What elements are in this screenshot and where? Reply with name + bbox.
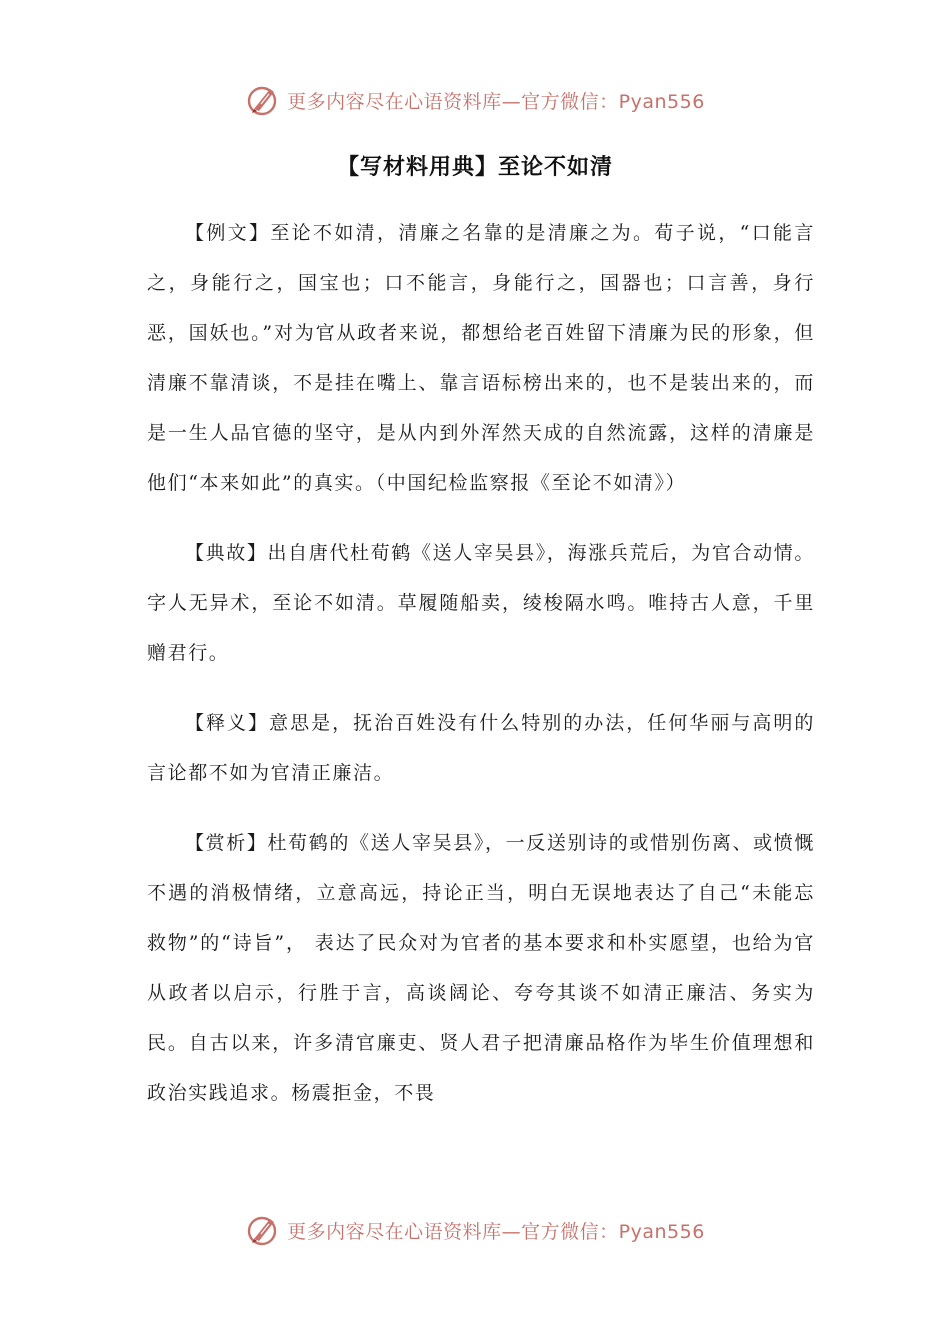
section-text: 至论不如清，清廉之名靠的是清廉之为。荀子说，“口能言之，身能行之，国宝也；口不能言，身能行之，国器也；口言善，身行恶，国妖也。”对为官从政者来说，都想给老百姓留下清廉为民的形象，但清廉不靠清谈，不是挂在嘴上、靠言语标榜出来的，也不是装出来的，而是一生人品官德的坚守，是从内到外浑然天成的自然流露，这样的清廉是他们“本来如此”的真实。（中国纪检监察报《至论不如清》） — [147, 222, 815, 494]
watermark-text: 更多内容尽在心语资料库—官方微信：Pyan556 — [287, 90, 705, 113]
section-text: 出自唐代杜荀鹤《送人宰吴县》，海涨兵荒后，为官合动情。字人无异术，至论不如清。草履随船卖，绫梭隔水鸣。唯持古人意，千里赠君行。 — [147, 542, 816, 664]
section-label: 【释义】 — [185, 712, 270, 734]
section-text: 意思是，抚治百姓没有什么特别的办法，任何华丽与高明的言论都不如为官清正廉洁。 — [147, 712, 815, 784]
paragraph-allusion — [147, 528, 815, 678]
quill-pen-logo-icon — [245, 82, 281, 118]
section-label: 【赏析】 — [185, 832, 268, 854]
paragraph-interpretation — [147, 698, 815, 798]
section-text: 杜荀鹤的《送人宰吴县》，一反送别诗的或惜别伤离、或愤慨不遇的消极情绪，立意高远，持论正当，明白无误地表达了自己“未能忘救物”的“诗旨”， 表达了民众对为官者的基本要求和朴实愿望，也给为官从政者以启示，行胜于言，高谈阔论、夸夸其谈不如清正廉洁、务实为民。自古以来，许多清官廉吏、贤人君子把清廉品格作为毕生价值理想和政治实践追求。杨震拒金，不畏 — [147, 832, 816, 1104]
document-title: 【写材料用典】至论不如清 — [336, 155, 613, 180]
section-label: 【典故】 — [185, 542, 268, 564]
watermark-text: 更多内容尽在心语资料库—官方微信：Pyan556 — [287, 1220, 705, 1243]
paragraph-appreciation — [147, 818, 815, 1118]
section-label: 【例文】 — [185, 222, 271, 244]
quill-pen-logo-icon — [245, 1212, 281, 1248]
paragraph-example — [147, 208, 815, 508]
header-watermark-banner — [0, 78, 950, 122]
footer-watermark-banner — [0, 1208, 950, 1252]
document-body — [147, 208, 815, 1138]
